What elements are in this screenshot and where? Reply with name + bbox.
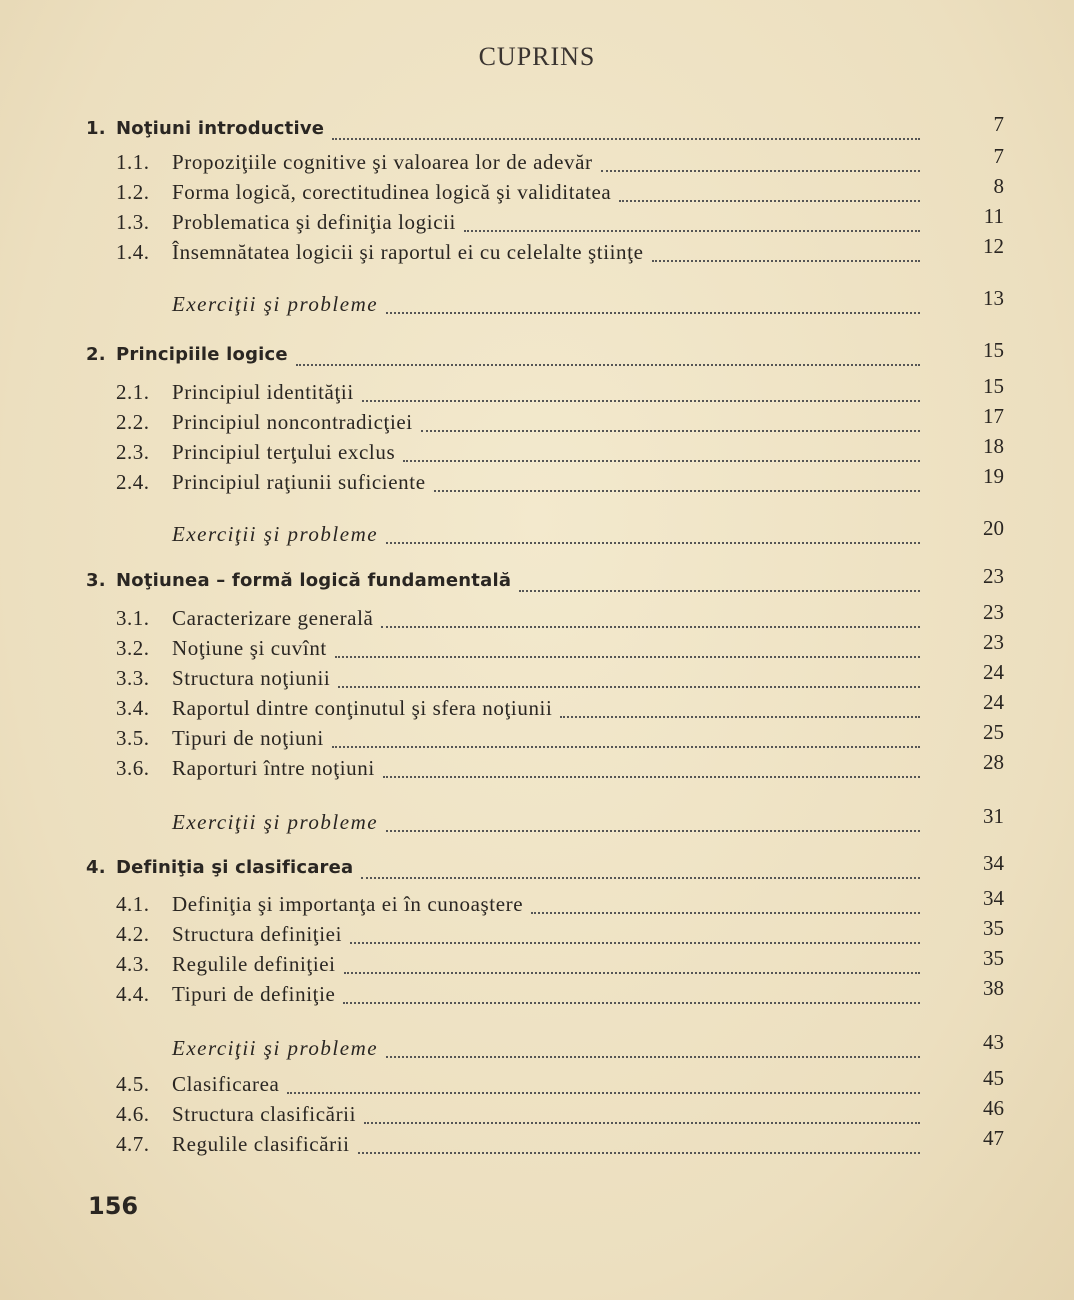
dot-leader: [287, 1090, 920, 1094]
toc-page-number: 38: [983, 976, 1004, 1000]
toc-page-number: 20: [983, 516, 1004, 540]
toc-section-row: [0, 404, 1074, 440]
toc-section-row: [0, 234, 1074, 270]
section-title: Structura noţiunii: [172, 666, 331, 690]
toc-page-number: 34: [983, 886, 1004, 910]
section-title: Forma logică, corectitudinea logică şi validitatea: [172, 180, 612, 204]
section-title: Problematica şi definiţia logicii: [172, 210, 456, 234]
toc-section-row: [0, 750, 1074, 786]
dot-leader: [332, 136, 920, 140]
exercise-title: Exerciţii şi probleme: [172, 522, 379, 546]
toc-page-number: 47: [983, 1126, 1004, 1150]
toc-section-row: [0, 144, 1074, 180]
dot-leader: [421, 428, 920, 432]
section-number: 1.3.: [116, 210, 150, 234]
section-number: 3.3.: [116, 666, 150, 690]
toc-section-row: [0, 600, 1074, 636]
exercise-title: Exerciţii şi probleme: [172, 292, 379, 316]
toc-section-row: [0, 174, 1074, 210]
toc-page-number: 35: [983, 916, 1004, 940]
section-title: Structura definiţiei: [172, 922, 343, 946]
toc-chapter-row: [0, 338, 1074, 374]
toc-page-number: 7: [993, 144, 1004, 168]
section-number: 4.1.: [116, 892, 150, 916]
section-number: 1.1.: [116, 150, 150, 174]
toc-section-row: [0, 1126, 1074, 1162]
toc-exercise-row: [0, 804, 1074, 840]
toc-page-number: 24: [983, 660, 1004, 684]
section-number: 2.3.: [116, 440, 150, 464]
toc-section-row: [0, 630, 1074, 666]
dot-leader: [386, 310, 920, 314]
toc-page-number: 13: [983, 286, 1004, 310]
section-number: 4.2.: [116, 922, 150, 946]
section-title: Caracterizare generală: [172, 606, 374, 630]
dot-leader: [344, 970, 920, 974]
section-number: 4.5.: [116, 1072, 150, 1096]
section-number: 4.4.: [116, 982, 150, 1006]
chapter-title: Noţiunea – formă logică fundamentală: [116, 570, 512, 591]
toc-section-row: [0, 660, 1074, 696]
toc-page-number: 23: [983, 630, 1004, 654]
exercise-title: Exerciţii şi probleme: [172, 810, 379, 834]
section-number: 4.3.: [116, 952, 150, 976]
dot-leader: [403, 458, 920, 462]
toc-page-number: 18: [983, 434, 1004, 458]
toc-page-number: 24: [983, 690, 1004, 714]
toc-page-number: 19: [983, 464, 1004, 488]
section-title: Propoziţiile cognitive şi valoarea lor de adevăr: [172, 150, 593, 174]
dot-leader: [386, 828, 920, 832]
exercise-title: Exerciţii şi probleme: [172, 1036, 379, 1060]
section-number: 3.4.: [116, 696, 150, 720]
dot-leader: [386, 540, 920, 544]
dot-leader: [343, 1000, 920, 1004]
toc-page-number: 34: [983, 851, 1004, 875]
section-title: Principiul raţiunii suficiente: [172, 470, 426, 494]
toc-page-number: 11: [983, 204, 1004, 228]
dot-leader: [434, 488, 920, 492]
chapter-number: 1.: [86, 118, 106, 139]
section-title: Tipuri de noţiuni: [172, 726, 324, 750]
section-number: 4.6.: [116, 1102, 150, 1126]
section-number: 3.2.: [116, 636, 150, 660]
dot-leader: [361, 875, 920, 879]
toc-section-row: [0, 434, 1074, 470]
dot-leader: [332, 744, 920, 748]
toc-section-row: [0, 1066, 1074, 1102]
section-title: Principiul noncontradicţiei: [172, 410, 413, 434]
dot-leader: [464, 228, 920, 232]
toc-page-number: 12: [983, 234, 1004, 258]
section-number: 1.4.: [116, 240, 150, 264]
toc-page-number: 25: [983, 720, 1004, 744]
toc-page-number: 45: [983, 1066, 1004, 1090]
toc-page-number: 17: [983, 404, 1004, 428]
section-number: 1.2.: [116, 180, 150, 204]
toc-section-row: [0, 946, 1074, 982]
toc-exercise-row: [0, 286, 1074, 322]
section-number: 2.4.: [116, 470, 150, 494]
dot-leader: [619, 198, 920, 202]
toc-chapter-row: [0, 112, 1074, 148]
chapter-number: 4.: [86, 857, 106, 878]
section-title: Tipuri de definiţie: [172, 982, 336, 1006]
section-number: 3.5.: [116, 726, 150, 750]
toc-page-number: 23: [983, 600, 1004, 624]
toc-section-row: [0, 464, 1074, 500]
section-number: 3.1.: [116, 606, 150, 630]
toc-exercise-row: [0, 1030, 1074, 1066]
toc-chapter-row: [0, 564, 1074, 600]
toc-page-number: 31: [983, 804, 1004, 828]
chapter-number: 3.: [86, 570, 106, 591]
toc-section-row: [0, 690, 1074, 726]
section-title: Raporturi între noţiuni: [172, 756, 375, 780]
toc-section-row: [0, 1096, 1074, 1132]
chapter-title: Definiţia şi clasificarea: [116, 857, 354, 878]
toc-page-number: 28: [983, 750, 1004, 774]
page-title: CUPRINS: [478, 42, 596, 71]
section-title: Principiul terţului exclus: [172, 440, 396, 464]
toc-section-row: [0, 204, 1074, 240]
dot-leader: [335, 654, 920, 658]
toc-section-row: [0, 720, 1074, 756]
toc-section-row: [0, 976, 1074, 1012]
dot-leader: [296, 362, 920, 366]
toc-page-number: 23: [983, 564, 1004, 588]
dot-leader: [383, 774, 920, 778]
section-title: Raportul dintre conţinutul şi sfera noţiunii: [172, 696, 553, 720]
section-title: Însemnătatea logicii şi raportul ei cu celelalte ştiinţe: [172, 240, 644, 264]
toc-page-number: 46: [983, 1096, 1004, 1120]
chapter-title: Noţiuni introductive: [116, 118, 325, 139]
section-number: 3.6.: [116, 756, 150, 780]
chapter-title: Principiile logice: [116, 344, 288, 365]
section-title: Regulile definiţiei: [172, 952, 336, 976]
toc-page-number: 15: [983, 338, 1004, 362]
toc-section-row: [0, 374, 1074, 410]
toc-page-number: 15: [983, 374, 1004, 398]
section-number: 4.7.: [116, 1132, 150, 1156]
section-title: Principiul identităţii: [172, 380, 354, 404]
toc-section-row: [0, 916, 1074, 952]
toc-section-row: [0, 886, 1074, 922]
dot-leader: [519, 588, 920, 592]
section-title: Noţiune şi cuvînt: [172, 636, 327, 660]
dot-leader: [381, 624, 920, 628]
section-title: Structura clasificării: [172, 1102, 357, 1126]
dot-leader: [531, 910, 920, 914]
dot-leader: [362, 398, 920, 402]
toc-exercise-row: [0, 516, 1074, 552]
toc-page-number: 8: [993, 174, 1004, 198]
page-number: 156: [88, 1192, 139, 1220]
toc-page-number: 35: [983, 946, 1004, 970]
dot-leader: [364, 1120, 920, 1124]
section-number: 2.1.: [116, 380, 150, 404]
dot-leader: [386, 1054, 920, 1058]
dot-leader: [560, 714, 920, 718]
dot-leader: [358, 1150, 920, 1154]
dot-leader: [652, 258, 920, 262]
section-title: Clasificarea: [172, 1072, 280, 1096]
section-number: 2.2.: [116, 410, 150, 434]
chapter-number: 2.: [86, 344, 106, 365]
dot-leader: [601, 168, 920, 172]
toc-page-number: 43: [983, 1030, 1004, 1054]
section-title: Regulile clasificării: [172, 1132, 350, 1156]
dot-leader: [350, 940, 920, 944]
toc-chapter-row: [0, 851, 1074, 887]
section-title: Definiţia şi importanţa ei în cunoaştere: [172, 892, 524, 916]
toc-page-number: 7: [993, 112, 1004, 136]
dot-leader: [338, 684, 920, 688]
